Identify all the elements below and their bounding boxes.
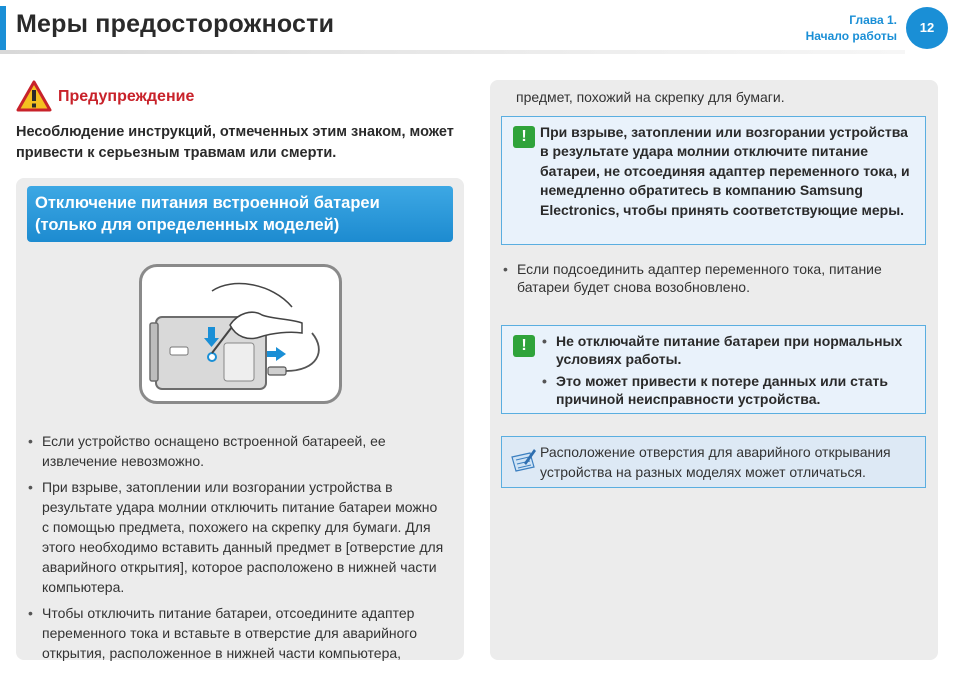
right-bullet-list [503, 260, 913, 302]
header-accent-bar [0, 6, 6, 50]
paperclip-reset-illustration [139, 264, 342, 404]
warning-text: Несоблюдение инструкций, отмеченных этим знаком, может привести к серьезным травмам или смерти. [16, 124, 454, 161]
warning-title: Предупреждение [58, 88, 195, 105]
section-title: Отключение питания встроенной батареи (только для определенных моделей) [27, 186, 453, 242]
caution-note-1 [501, 116, 926, 245]
caution-note-text: При взрыве, затоплении или возгорании устройства в результате удара молнии отключите питание батареи, не отсоединяя адаптер переменного тока, и немедленно обратитесь в компанию Samsung Electronics, чтобы принять соответствующие меры. [540, 124, 910, 218]
list-item: • Если подсоединить адаптер переменного тока, питание батареи будет снова возобновлено. [503, 260, 913, 296]
left-bullet-list [28, 431, 446, 669]
memo-pencil-icon [510, 447, 536, 473]
chapter-title: Начало работы [805, 29, 897, 43]
list-item: • При взрыве, затоплении или возгорании устройства в результате удара молнии отключить питание батареи можно с помощью предмета, похожего на скрепку для бумаги. Для этого необходимо вставить данный предмет в [отверстие для аварийного открытия], которое расположено в нижней части компьютера. [28, 477, 446, 597]
list-item: • Не отключайте питание батареи при нормальных условиях работы. [542, 332, 922, 368]
warning-triangle-icon [16, 80, 52, 112]
info-note-text: Расположение отверстия для аварийного открывания устройства на разных моделях может отличаться. [540, 444, 891, 480]
caution-note-2 [501, 325, 926, 414]
exclamation-icon: ! [513, 126, 535, 148]
continued-text: предмет, похожий на скрепку для бумаги. [516, 89, 785, 105]
list-item: • Это может привести к потере данных или стать причиной неисправности устройства. [542, 372, 922, 408]
page-title: Меры предосторожности [16, 10, 335, 38]
header-divider [0, 50, 905, 54]
exclamation-icon: ! [513, 335, 535, 357]
page-number-badge: 12 [906, 7, 948, 49]
list-item: • Если устройство оснащено встроенной батареей, ее извлечение невозможно. [28, 431, 446, 471]
info-note [501, 436, 926, 488]
list-item: • Чтобы отключить питание батареи, отсоедините адаптер переменного тока и вставьте в отверстие для аварийного открытия, расположенное в нижней части компьютера, [28, 603, 446, 663]
caution-note-list [542, 332, 922, 412]
chapter-number: Глава 1. [849, 13, 897, 27]
chapter-label[interactable] [806, 12, 897, 44]
